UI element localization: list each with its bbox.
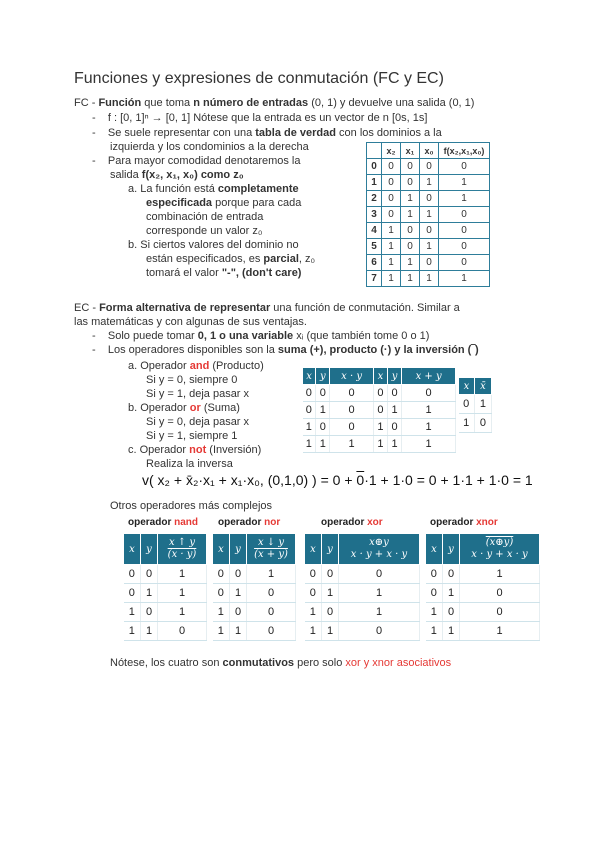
truth-cell: 0 — [401, 239, 420, 255]
others-intro: Otros operadores más complejos — [110, 500, 273, 512]
and-or-cell: 1 — [330, 436, 373, 453]
xor-cell: 0 — [339, 622, 420, 641]
xnor-h-bottom: x · y + x · y — [471, 549, 528, 560]
fc-b2-a: Se suele representar con una — [107, 127, 256, 139]
nand-cell: 1 — [158, 565, 207, 584]
truth-cell: 0 — [401, 159, 420, 175]
nor-cell: 0 — [213, 565, 230, 584]
xnor-body — [426, 565, 540, 641]
fc-b-line2 — [146, 252, 315, 266]
truth-header-x2: x₂ — [382, 143, 401, 159]
nand-h-expr — [158, 534, 207, 565]
note-a: Nótese, los cuatro son — [110, 657, 223, 669]
xor-h-x: x — [305, 534, 322, 565]
and-or-cell: 1 — [316, 436, 330, 453]
and-or-cell: 1 — [303, 419, 316, 436]
ec-a-label: a. Operador — [128, 360, 190, 372]
nand-row — [124, 584, 207, 603]
nor-cell: 1 — [230, 584, 247, 603]
xor-cell: 0 — [322, 603, 339, 622]
xor-cell: 1 — [305, 603, 322, 622]
truth-cell: 0 — [420, 223, 439, 239]
truth-cell: 1 — [401, 191, 420, 207]
fc-b1-text: f : [0, 1]ⁿ → [0, 1] Nótese que la entrada es un vector de n [0s, 1s] — [107, 112, 428, 124]
nand-body — [124, 565, 207, 641]
nor-h-expr — [247, 534, 296, 565]
xor-label-b: xor — [367, 517, 383, 528]
truth-cell: 0 — [382, 191, 401, 207]
xnor-cell: 0 — [460, 584, 540, 603]
nor-cell: 0 — [247, 622, 296, 641]
nor-table — [212, 533, 296, 641]
not-row — [459, 395, 492, 414]
fc-b2-d: izquierda y los condominios a la derecha — [110, 141, 309, 153]
xor-cell: 1 — [339, 603, 420, 622]
truth-body — [367, 159, 490, 287]
xor-cell: 1 — [305, 622, 322, 641]
and-or-cell: 0 — [330, 385, 373, 402]
ec-b-label: b. Operador — [128, 402, 190, 414]
and-or-body — [303, 385, 456, 453]
truth-cell: 1 — [382, 271, 401, 287]
fc-b3-b: salida — [110, 169, 142, 181]
xor-header — [305, 534, 420, 565]
and-or-table — [302, 367, 456, 453]
nand-h-x: x — [124, 534, 141, 565]
and-or-cell: 0 — [387, 385, 401, 402]
not-table — [458, 377, 492, 433]
fc-a-5: combinación de entrada — [146, 211, 264, 223]
xnor-cell: 0 — [460, 603, 540, 622]
ec-b-tail: (Suma) — [200, 402, 240, 414]
note-b: conmutativos — [222, 657, 295, 669]
nand-cell: 1 — [141, 622, 158, 641]
and-or-header — [303, 368, 456, 385]
not-row — [459, 414, 492, 433]
nand-cell: 1 — [141, 584, 158, 603]
ec-line1 — [74, 301, 460, 315]
fc-b3-line2 — [110, 168, 244, 182]
xor-label-a: operador — [321, 517, 368, 528]
fc-b-2: están especificados, es — [146, 253, 264, 265]
not-body — [459, 395, 492, 433]
truth-cell: 0 — [420, 191, 439, 207]
ao-h-y: y — [316, 368, 330, 385]
nor-header — [213, 534, 296, 565]
xor-row — [305, 622, 420, 641]
truth-cell: 1 — [439, 191, 490, 207]
nor-label — [218, 517, 280, 528]
and-or-cell: 0 — [387, 419, 401, 436]
xnor-cell: 1 — [443, 584, 460, 603]
not-cell: 1 — [459, 414, 475, 433]
fc-intro-a: FC - — [74, 97, 99, 109]
truth-header-x0: x₀ — [420, 143, 439, 159]
xnor-label-b: xnor — [476, 517, 498, 528]
and-or-row — [303, 402, 456, 419]
nand-table — [123, 533, 207, 641]
truth-row — [367, 207, 490, 223]
ec-op-not — [128, 443, 261, 457]
fc-a-4: porque para cada — [212, 197, 302, 209]
fc-bullet-1: - f : [0, 1]ⁿ → [0, 1] Nótese que la entrada es un vector de n [0s, 1s] — [92, 112, 428, 124]
ec-l1-b: Forma alternativa de representar — [99, 302, 271, 314]
and-or-cell: 0 — [316, 385, 330, 402]
nand-cell: 1 — [124, 603, 141, 622]
xnor-header — [426, 534, 540, 565]
and-or-cell: 1 — [402, 419, 456, 436]
ec-b-l2: Si y = 1, siempre 1 — [146, 430, 238, 442]
xnor-table — [425, 533, 540, 641]
truth-cell: 1 — [401, 207, 420, 223]
xnor-h-x: x — [426, 534, 443, 565]
xor-cell: 1 — [339, 584, 420, 603]
and-or-cell: 0 — [330, 419, 373, 436]
ao-h-x: x — [303, 368, 316, 385]
ec-b1-c: xᵢ (que también tome 0 o 1) — [293, 330, 430, 342]
xor-row — [305, 603, 420, 622]
truth-cell: 1 — [420, 175, 439, 191]
formula-a: v( x₂ + x̄₂·x₁ + x₁·x₀, (0,1,0) ) = 0 + — [142, 472, 357, 488]
ec-b1-b: 0, 1 o una variable — [197, 330, 294, 342]
xnor-cell: 1 — [443, 622, 460, 641]
nor-label-a: operador — [218, 517, 265, 528]
ec-c-l1: Realiza la inversa — [146, 458, 233, 470]
and-or-cell: 1 — [402, 402, 456, 419]
xor-body — [305, 565, 420, 641]
truth-row — [367, 223, 490, 239]
xnor-h-expr — [460, 534, 540, 565]
truth-cell: 1 — [401, 255, 420, 271]
xor-cell: 0 — [305, 565, 322, 584]
and-or-cell: 1 — [316, 402, 330, 419]
nand-h-top: x ↑ y — [168, 537, 196, 548]
truth-cell: 0 — [439, 223, 490, 239]
truth-cell: 0 — [439, 255, 490, 271]
nor-h-top: x ↓ y — [257, 537, 285, 548]
xnor-label — [430, 517, 498, 528]
nand-row — [124, 565, 207, 584]
nand-label-a: operador — [128, 517, 175, 528]
fc-b3-c: f(x₂, x₁, x₀) como z₀ — [141, 169, 244, 181]
and-or-cell: 1 — [387, 402, 401, 419]
nor-row — [213, 565, 296, 584]
not-cell: 0 — [474, 414, 491, 433]
ec-b1-a: Solo puede tomar — [107, 330, 198, 342]
fc-a-1: a. La función está — [128, 183, 218, 195]
xor-label — [321, 517, 383, 528]
others-note — [110, 656, 451, 670]
nor-cell: 1 — [213, 603, 230, 622]
xnor-cell: 0 — [443, 603, 460, 622]
nor-label-b: nor — [264, 517, 281, 528]
nor-cell: 0 — [230, 603, 247, 622]
truth-cell: 7 — [367, 271, 382, 287]
page-title: Funciones y expresiones de conmutación (FC y EC) — [74, 70, 444, 87]
xor-row — [305, 565, 420, 584]
ec-b2-a: Los operadores disponibles son la — [107, 344, 278, 356]
nor-row — [213, 622, 296, 641]
truth-table-header — [367, 143, 490, 159]
fc-b-4: , z₀ — [298, 253, 316, 265]
and-or-row — [303, 436, 456, 453]
truth-cell: 0 — [401, 223, 420, 239]
truth-cell: 5 — [367, 239, 382, 255]
truth-cell: 1 — [401, 271, 420, 287]
not-cell: 0 — [459, 395, 475, 414]
and-or-cell: 0 — [316, 419, 330, 436]
note-d: xor y xnor asociativos — [345, 657, 452, 669]
fc-b-6: "-", (don't care) — [221, 267, 302, 279]
nand-cell: 0 — [141, 603, 158, 622]
ec-a-tail: (Producto) — [209, 360, 264, 372]
nand-h-bottom: (x · y) — [167, 549, 197, 560]
nand-cell: 1 — [124, 622, 141, 641]
truth-cell: 1 — [382, 255, 401, 271]
nor-body — [213, 565, 296, 641]
truth-row — [367, 191, 490, 207]
xor-cell: 0 — [322, 565, 339, 584]
xor-cell: 0 — [339, 565, 420, 584]
nor-cell: 1 — [230, 622, 247, 641]
truth-cell: 1 — [367, 175, 382, 191]
formula-c: ·1 + 1·0 = 0 + 1·1 + 1·0 = 1 — [364, 472, 533, 488]
nand-label — [128, 517, 198, 528]
xnor-cell: 1 — [460, 565, 540, 584]
ec-c-label: c. Operador — [128, 444, 190, 456]
nor-row — [213, 584, 296, 603]
ao-h-or: x + y — [402, 368, 456, 385]
truth-table — [366, 142, 490, 287]
truth-cell: 0 — [439, 239, 490, 255]
nor-h-y: y — [230, 534, 247, 565]
ao-h-and: x · y — [330, 368, 373, 385]
ec-b-name: or — [189, 402, 201, 414]
and-or-cell: 1 — [402, 436, 456, 453]
truth-cell: 0 — [439, 159, 490, 175]
xnor-cell: 0 — [426, 565, 443, 584]
xnor-cell: 1 — [426, 622, 443, 641]
truth-cell: 3 — [367, 207, 382, 223]
not-h-x: x — [459, 378, 475, 395]
fc-a-line1 — [128, 182, 299, 196]
fc-b2-b: tabla de verdad — [255, 127, 336, 139]
ec-op-and — [128, 359, 264, 373]
truth-cell: 1 — [382, 239, 401, 255]
fc-a-3: especificada — [146, 197, 213, 209]
truth-header-x1: x₁ — [401, 143, 420, 159]
truth-row — [367, 159, 490, 175]
nand-cell: 1 — [158, 603, 207, 622]
ec-b2-b: suma (+), producto (·) y la inversión (‾) — [277, 344, 479, 356]
xor-h-y: y — [322, 534, 339, 565]
and-or-cell: 0 — [330, 402, 373, 419]
and-or-cell: 0 — [402, 385, 456, 402]
ec-l1-a: EC - — [74, 302, 100, 314]
note-c: pero solo — [294, 657, 346, 669]
and-or-cell: 0 — [303, 385, 316, 402]
nand-h-y: y — [141, 534, 158, 565]
nor-h-bottom: (x + y) — [254, 549, 288, 560]
ec-op-or — [128, 401, 240, 415]
and-or-cell: 1 — [373, 436, 387, 453]
nand-label-b: nand — [174, 517, 199, 528]
xnor-h-y: y — [443, 534, 460, 565]
not-cell: 1 — [474, 395, 491, 414]
nor-cell: 0 — [230, 565, 247, 584]
fc-b3-a: Para mayor comodidad denotaremos la — [107, 155, 301, 167]
xnor-h-top: (x⊕y) — [485, 537, 514, 548]
and-or-cell: 0 — [373, 385, 387, 402]
nand-cell: 0 — [124, 565, 141, 584]
nor-h-x: x — [213, 534, 230, 565]
not-header — [459, 378, 492, 395]
fc-bullet-2: - Se suele representar con una tabla de verdad con los dominios a la — [92, 127, 442, 139]
ec-b-l1: Si y = 0, deja pasar x — [146, 416, 250, 428]
nor-row — [213, 603, 296, 622]
nand-cell: 0 — [124, 584, 141, 603]
xor-cell: 0 — [305, 584, 322, 603]
formula-b: 0 — [356, 472, 365, 488]
nand-row — [124, 622, 207, 641]
fc-intro-b: Función — [98, 97, 142, 109]
truth-cell: 0 — [420, 159, 439, 175]
xnor-row — [426, 603, 540, 622]
truth-cell: 1 — [420, 271, 439, 287]
and-or-row — [303, 419, 456, 436]
truth-cell: 0 — [382, 207, 401, 223]
nand-cell: 0 — [141, 565, 158, 584]
and-or-cell: 1 — [373, 419, 387, 436]
xnor-row — [426, 622, 540, 641]
ec-a-l1: Si y = 0, siempre 0 — [146, 374, 238, 386]
nand-row — [124, 603, 207, 622]
ec-c-name: not — [189, 444, 207, 456]
truth-cell: 0 — [382, 159, 401, 175]
fc-intro-c: que toma — [141, 97, 194, 109]
xnor-cell: 0 — [443, 565, 460, 584]
truth-row — [367, 271, 490, 287]
truth-cell: 1 — [439, 271, 490, 287]
ec-bullet-2: - Los operadores disponibles son la suma (+), producto (·) y la inversión (‾) — [92, 344, 479, 356]
ec-c-tail: (Inversión) — [206, 444, 262, 456]
nor-cell: 1 — [213, 622, 230, 641]
fc-a-line2 — [146, 196, 301, 210]
truth-cell: 1 — [439, 175, 490, 191]
and-or-cell: 0 — [303, 402, 316, 419]
xor-cell: 1 — [322, 584, 339, 603]
xor-h-expr — [339, 534, 420, 565]
nand-header — [124, 534, 207, 565]
truth-cell: 0 — [382, 175, 401, 191]
truth-header-f: f(x₂,x₁,x₀) — [439, 143, 490, 159]
and-or-cell: 1 — [387, 436, 401, 453]
xor-row — [305, 584, 420, 603]
fc-b-5: tomará el valor — [146, 267, 222, 279]
xor-h-top: x⊕y — [369, 537, 389, 548]
xnor-row — [426, 565, 540, 584]
fc-bullet-3: - Para mayor comodidad denotaremos la — [92, 155, 301, 167]
truth-cell: 0 — [439, 207, 490, 223]
truth-cell: 1 — [420, 239, 439, 255]
truth-row — [367, 239, 490, 255]
nor-cell: 0 — [247, 584, 296, 603]
xnor-cell: 1 — [426, 603, 443, 622]
ao-h-x2: x — [373, 368, 387, 385]
truth-row — [367, 175, 490, 191]
ao-h-y2: y — [387, 368, 401, 385]
ec-a-name: and — [189, 360, 210, 372]
fc-a-6: corresponde un valor z₀ — [146, 225, 263, 237]
xnor-cell: 0 — [426, 584, 443, 603]
truth-cell: 1 — [382, 223, 401, 239]
nor-cell: 0 — [213, 584, 230, 603]
fc-a-2: completamente — [217, 183, 299, 195]
nand-cell: 0 — [158, 622, 207, 641]
truth-cell: 6 — [367, 255, 382, 271]
fc-b-3: parcial — [263, 253, 299, 265]
xor-table — [304, 533, 420, 641]
truth-cell: 0 — [420, 255, 439, 271]
truth-cell: 2 — [367, 191, 382, 207]
truth-row — [367, 255, 490, 271]
fc-intro — [74, 96, 474, 110]
fc-intro-d: n número de entradas — [193, 97, 309, 109]
truth-header-idx — [367, 143, 382, 159]
xnor-cell: 1 — [460, 622, 540, 641]
fc-b2-c: con los dominios a la — [335, 127, 442, 139]
xnor-label-a: operador — [430, 517, 477, 528]
fc-intro-e: (0, 1) y devuelve una salida (0, 1) — [308, 97, 475, 109]
xor-h-bottom: x · y + x · y — [350, 549, 408, 560]
truth-cell: 4 — [367, 223, 382, 239]
nor-cell: 1 — [247, 565, 296, 584]
formula — [142, 472, 533, 488]
and-or-cell: 0 — [373, 402, 387, 419]
and-or-cell: 1 — [303, 436, 316, 453]
ec-line2: las matemáticas y con algunas de sus ventajas. — [74, 316, 307, 328]
truth-cell: 0 — [367, 159, 382, 175]
xnor-row — [426, 584, 540, 603]
xor-cell: 1 — [322, 622, 339, 641]
truth-cell: 1 — [420, 207, 439, 223]
ec-a-l2: Si y = 1, deja pasar x — [146, 388, 250, 400]
not-h-xbar: x̄ — [474, 378, 491, 395]
and-or-row — [303, 385, 456, 402]
nand-cell: 1 — [158, 584, 207, 603]
fc-b-1: b. Si ciertos valores del dominio no — [128, 239, 299, 251]
nor-cell: 0 — [247, 603, 296, 622]
ec-bullet-1: - Solo puede tomar 0, 1 o una variable xᵢ (que también tome 0 o 1) — [92, 330, 430, 342]
truth-cell: 0 — [401, 175, 420, 191]
fc-b-line3 — [146, 266, 301, 280]
ec-l1-c: una función de conmutación. Similar a — [270, 302, 460, 314]
